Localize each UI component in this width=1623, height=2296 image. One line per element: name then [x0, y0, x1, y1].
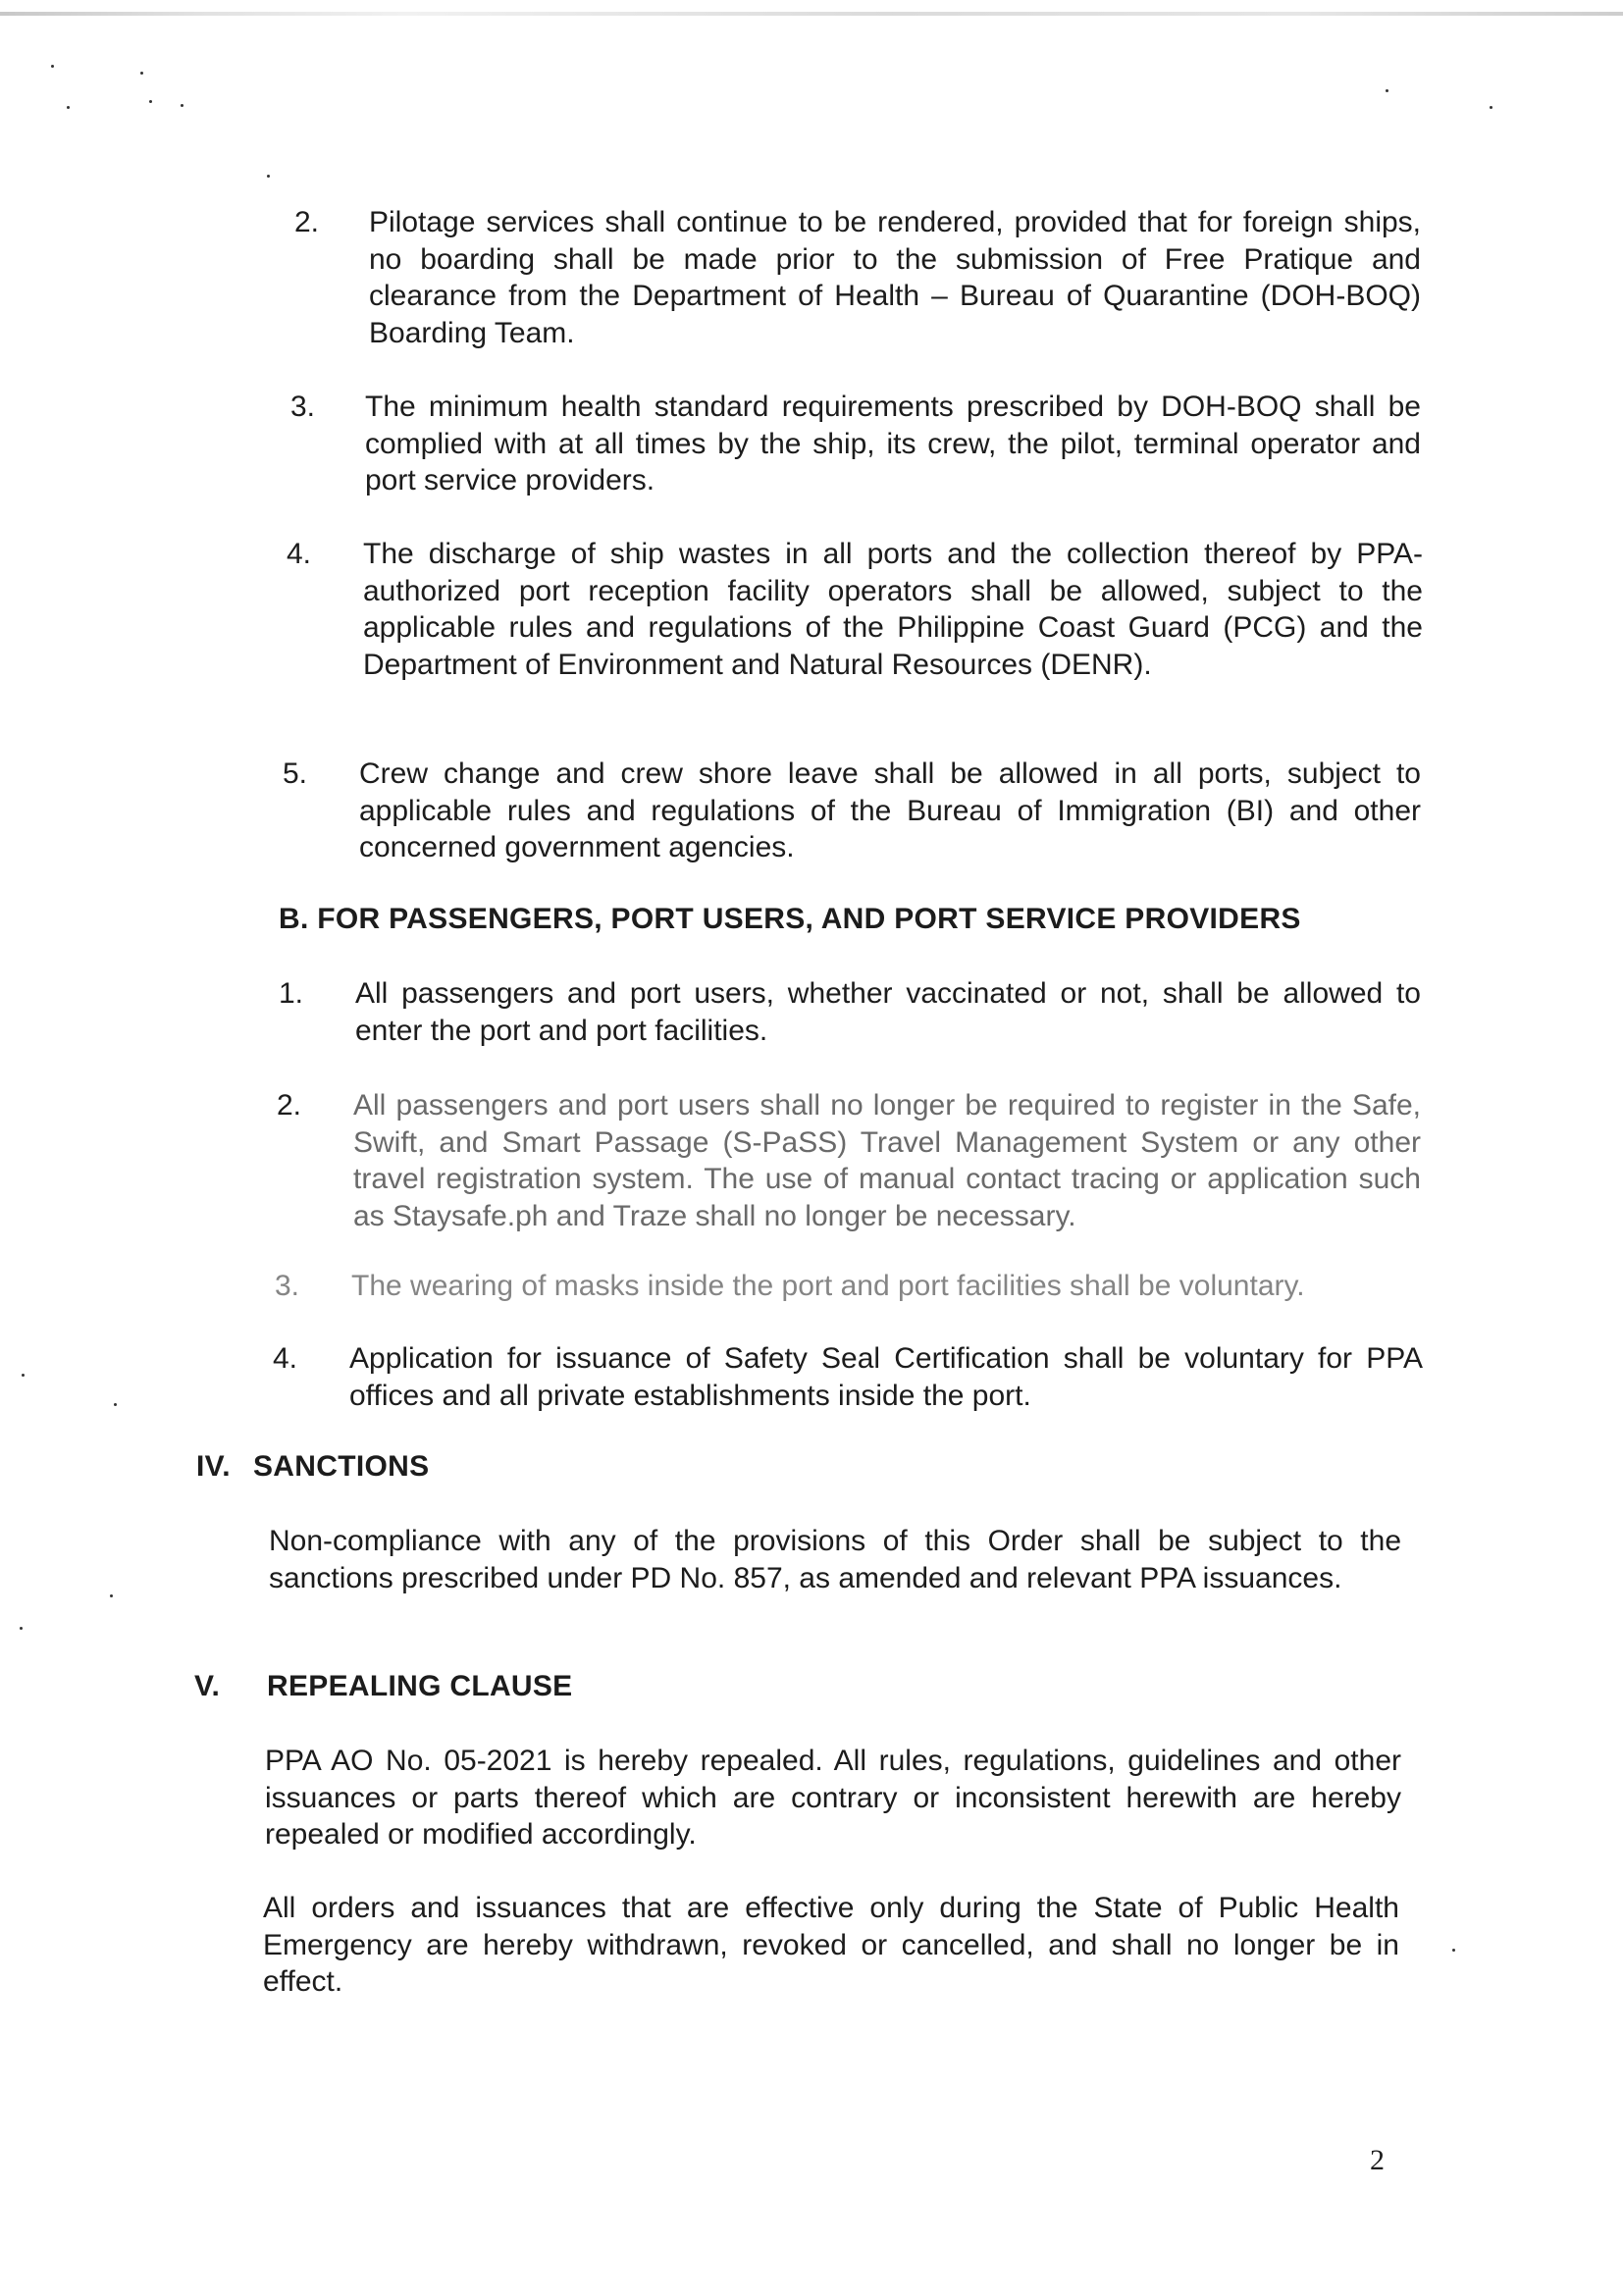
- item-text: All passengers and port users, whether vaccinated or not, shall be allowed to enter the port and port facilities.: [355, 977, 1421, 1047]
- scan-speck: [114, 1403, 117, 1406]
- item-number: 2.: [294, 206, 320, 238]
- page-number: 2: [1370, 2144, 1385, 2176]
- item-text: The wearing of masks inside the port and port facilities shall be voluntary.: [351, 1270, 1305, 1302]
- scan-speck: [1452, 1949, 1455, 1952]
- scan-speck: [1386, 89, 1388, 92]
- list-item: [294, 204, 1423, 351]
- item-text: Application for issuance of Safety Seal Certification shall be voluntary for PPA offices and all private establishments inside the port.: [349, 1342, 1423, 1412]
- list-item: [283, 756, 1423, 867]
- scan-speck: [181, 104, 183, 107]
- list-item: [290, 389, 1423, 500]
- list-item: [287, 536, 1423, 722]
- scan-artifact-line: [0, 12, 1623, 16]
- scan-speck: [140, 72, 143, 75]
- section-b-heading: B. FOR PASSENGERS, PORT USERS, AND PORT SERVICE PROVIDERS: [279, 903, 1301, 935]
- scan-speck: [20, 1627, 23, 1630]
- item-text: Pilotage services shall continue to be rendered, provided that for foreign ships, no boarding shall be made prior to the submission of Free Pratique and clearance from the Department of Health – Bureau of Quarantine (DOH-BOQ) Boarding Team.: [369, 206, 1421, 349]
- repealing-numeral: V.: [194, 1670, 221, 1702]
- repealing-paragraph: All orders and issuances that are effective only during the State of Public Health Emergency are hereby withdrawn, revoked or cancelled, and shall no longer be in effect.: [263, 1892, 1399, 1998]
- repealing-paragraph: PPA AO No. 05-2021 is hereby repealed. All rules, regulations, guidelines and other issuances or parts thereof which are contrary or inconsistent herewith are hereby repealed or modified accordingly.: [265, 1745, 1401, 1851]
- scan-speck: [51, 65, 54, 68]
- scan-speck: [149, 100, 152, 103]
- scan-speck: [110, 1594, 113, 1597]
- item-text: The discharge of ship wastes in all ports and the collection thereof by PPA-authorized port reception facility operators shall be allowed, subject to the applicable rules and regulations of the Philippine Coast Guard (PCG) and the Department of Environment and Natural Resources (DENR).: [363, 538, 1423, 681]
- item-number: 3.: [290, 391, 316, 423]
- item-text: The minimum health standard requirements prescribed by DOH-BOQ shall be complied with at all times by the ship, its crew, the pilot, terminal operator and port service providers.: [365, 391, 1421, 496]
- item-number: 3.: [275, 1270, 300, 1302]
- item-number: 1.: [279, 977, 304, 1010]
- list-item: [275, 1268, 1423, 1307]
- sanctions-numeral: IV.: [196, 1450, 231, 1483]
- item-number: 4.: [287, 538, 312, 570]
- scan-speck: [267, 175, 270, 178]
- list-item: [277, 1087, 1423, 1236]
- scan-speck: [67, 106, 70, 109]
- item-text: Crew change and crew shore leave shall be allowed in all ports, subject to applicable rules and regulations of the Bureau of Immigration (BI) and other concerned government agencies.: [359, 757, 1421, 863]
- list-item: [273, 1340, 1423, 1419]
- scan-speck: [1490, 106, 1492, 109]
- list-item: [279, 975, 1423, 1054]
- item-number: 4.: [273, 1342, 298, 1375]
- item-text: All passengers and port users shall no longer be required to register in the Safe, Swift, and Smart Passage (S-PaSS) Travel Management System or any other travel registration system. The use of manual contact tracing or application such as Staysafe.ph and Traze shall no longer be necessary.: [353, 1089, 1421, 1232]
- item-number: 2.: [277, 1089, 302, 1122]
- repealing-heading: REPEALING CLAUSE: [267, 1670, 573, 1702]
- scan-speck: [22, 1374, 25, 1377]
- sanctions-heading: SANCTIONS: [253, 1450, 430, 1483]
- sanctions-paragraph: Non-compliance with any of the provisions of this Order shall be subject to the sanctions prescribed under PD No. 857, as amended and relevant PPA issuances.: [269, 1525, 1401, 1594]
- item-number: 5.: [283, 757, 308, 790]
